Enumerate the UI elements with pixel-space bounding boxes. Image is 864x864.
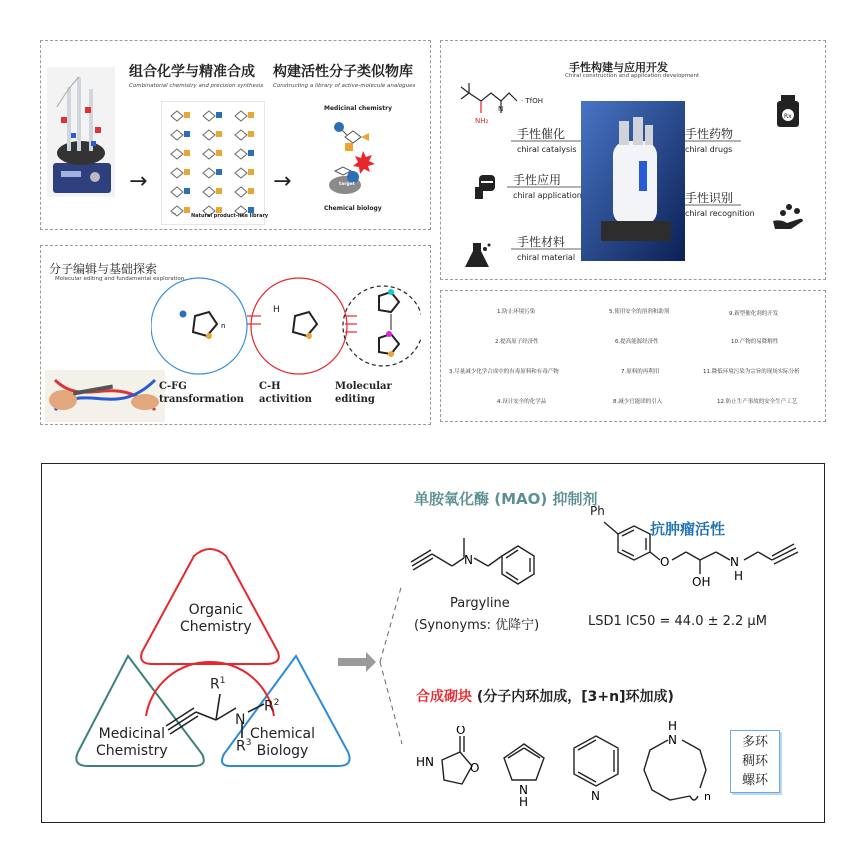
reactor-photo bbox=[47, 67, 115, 197]
chiral-item-recognition: 手性识别 chiral recognition bbox=[685, 191, 755, 218]
library-substituent bbox=[216, 150, 222, 156]
carbonyl-o: O bbox=[456, 726, 466, 737]
library-substituent bbox=[216, 131, 222, 137]
ph-label: Ph bbox=[590, 504, 605, 518]
med-chem-label: Medicinal chemistry bbox=[324, 105, 392, 112]
library-subtitle: Constructing a library of active-molecule analogues bbox=[273, 83, 416, 89]
branch-arrow bbox=[332, 574, 412, 754]
tfoh-label: · TfOH bbox=[521, 97, 543, 105]
n-atom-label: N bbox=[235, 712, 246, 728]
editing-diagram bbox=[151, 276, 421, 376]
target-label: target bbox=[339, 182, 355, 187]
lsd1-value: LSD1 IC50 = 44.0 ± 2.2 μM bbox=[588, 614, 767, 629]
pargyline-synonyms: (Synonyms: 优降宁) bbox=[414, 618, 540, 633]
library-dots: ... bbox=[171, 209, 177, 216]
amine-n: N bbox=[730, 555, 739, 569]
target-icon bbox=[325, 149, 385, 199]
goal-7: 7.原料的再利用 bbox=[621, 369, 660, 375]
ring-o: O bbox=[470, 761, 480, 775]
pargyline-name: Pargyline bbox=[450, 596, 510, 611]
library-substituent bbox=[184, 188, 190, 194]
molecular-editing-label: Molecular editing bbox=[335, 381, 392, 405]
goal-1: 1.防止环境污染 bbox=[497, 309, 536, 315]
dna-editing-photo bbox=[45, 370, 165, 422]
hydroxyl-oh: OH bbox=[692, 575, 711, 589]
synthesis-title: 合成砌块 (分子内环加成，[3+n]环加成) bbox=[416, 689, 674, 705]
panel-editing bbox=[40, 245, 431, 425]
panel-chiral bbox=[440, 40, 826, 280]
hn-label: HN bbox=[416, 755, 434, 769]
library-substituent bbox=[248, 169, 254, 175]
goal-11: 11.降低环境污染为宗旨的现场实际分析 bbox=[703, 369, 800, 375]
library-substituent bbox=[248, 150, 254, 156]
chem-bio-label: Chemical biology bbox=[324, 205, 382, 212]
antitumor-structure bbox=[582, 504, 822, 604]
r2-label: $R^2$ bbox=[264, 698, 280, 715]
pyridine-structure bbox=[566, 732, 626, 808]
ring-types-box: 多环 稠环 螺环 bbox=[730, 730, 780, 793]
library-substituent bbox=[184, 112, 190, 118]
nh2-label: NH₂ bbox=[475, 117, 489, 125]
library-substituent bbox=[184, 150, 190, 156]
arrow-right-icon: → bbox=[129, 169, 148, 194]
label-biology: Chemical Biology bbox=[250, 726, 315, 759]
flask-icon bbox=[463, 241, 493, 271]
label-organic: Organic Chemistry bbox=[180, 602, 252, 635]
pyridine-n: N bbox=[591, 789, 600, 803]
goal-9: 9.新型催化剂的开发 bbox=[729, 311, 779, 317]
combi-subtitle: Combinatorial chemistry and precision synthesis bbox=[129, 83, 264, 89]
oxazolidinone-structure bbox=[412, 726, 492, 806]
mao-title: 单胺氧化酶 (MAO) 抑制剂 bbox=[414, 490, 598, 508]
panel-green-goals bbox=[440, 290, 826, 422]
svg-text:Rx: Rx bbox=[784, 113, 792, 120]
azacycle-h: H bbox=[668, 719, 678, 733]
ring-n-label: n bbox=[221, 322, 226, 330]
pyrrole-h: H bbox=[519, 795, 529, 806]
chiral-item-catalysis: 手性催化 chiral catalysis bbox=[517, 127, 577, 154]
goal-2: 2.提高原子经济性 bbox=[495, 339, 539, 345]
ether-o: O bbox=[660, 555, 670, 569]
editing-subtitle: Molecular editing and fundamental exploration bbox=[55, 276, 185, 282]
library-title: 构建活性分子类似物库 bbox=[273, 64, 413, 80]
svg-text:N: N bbox=[498, 105, 504, 113]
r3-label: $R^3$ bbox=[236, 738, 252, 755]
goal-12: 12.防止生产事故的安全生产工艺 bbox=[717, 399, 798, 405]
arrow-right-icon: → bbox=[273, 169, 292, 194]
goal-8: 8.减少官能团的引入 bbox=[613, 399, 663, 405]
ch-label: C-H activition bbox=[259, 381, 312, 405]
cfg-label: C-FG transformation bbox=[159, 381, 244, 405]
library-substituent bbox=[184, 169, 190, 175]
chiral-item-application: 手性应用 chiral application bbox=[513, 173, 582, 200]
pargyline-structure bbox=[408, 524, 558, 588]
library-substituent bbox=[248, 131, 254, 137]
goal-5: 5.使用安全的溶剂和助剂 bbox=[609, 309, 670, 315]
library-substituent bbox=[248, 112, 254, 118]
amine-h: H bbox=[734, 569, 744, 583]
goal-6: 6.提高能源经济性 bbox=[615, 339, 659, 345]
combi-title: 组合化学与精准合成 bbox=[129, 64, 255, 80]
chiral-subtitle: Chiral construction and application development bbox=[565, 73, 700, 79]
editing-title: 分子编辑与基础探索 bbox=[49, 262, 158, 276]
h-atom-label: H bbox=[273, 305, 280, 315]
chiral-title: 手性构建与应用开发 bbox=[569, 61, 668, 74]
library-substituent bbox=[216, 169, 222, 175]
panel-combinatorial bbox=[40, 40, 431, 230]
pyrrole-n: N bbox=[519, 783, 528, 797]
goal-3: 3.尽量减少化学合成中的有毒原料和有毒产物 bbox=[449, 369, 559, 375]
library-substituent bbox=[248, 188, 254, 194]
propargylamine-panel bbox=[41, 463, 825, 823]
recognition-icon bbox=[771, 201, 807, 231]
library-substituent bbox=[216, 112, 222, 118]
azacycle-structure bbox=[638, 714, 722, 814]
pargyline-n: N bbox=[464, 553, 473, 567]
library-substituent bbox=[184, 207, 190, 213]
azacycle-n-subscript: n bbox=[704, 790, 711, 803]
library-substituent bbox=[216, 188, 222, 194]
pyrrole-structure bbox=[494, 736, 554, 806]
antitumor-title: 抗肿瘤活性 bbox=[650, 520, 726, 538]
chiral-item-drugs: 手性药物 chiral drugs bbox=[685, 127, 734, 154]
chiral-item-material: 手性材料 chiral material bbox=[517, 235, 576, 262]
goal-4: 4.设计安全的化学品 bbox=[497, 399, 547, 405]
library-substituent bbox=[184, 131, 190, 137]
label-medicinal: Medicinal Chemistry bbox=[96, 726, 168, 759]
library-label: Natural product-like library bbox=[191, 213, 269, 219]
goal-10: 10.产物的易降解性 bbox=[731, 339, 779, 345]
chiral-connector-lines bbox=[441, 41, 827, 281]
azacycle-n: N bbox=[668, 733, 677, 747]
r1-label: $R^1$ bbox=[210, 676, 226, 693]
drug-bottle-icon bbox=[775, 93, 805, 129]
hand-icon bbox=[475, 171, 501, 201]
compound-library-grid bbox=[161, 101, 265, 225]
